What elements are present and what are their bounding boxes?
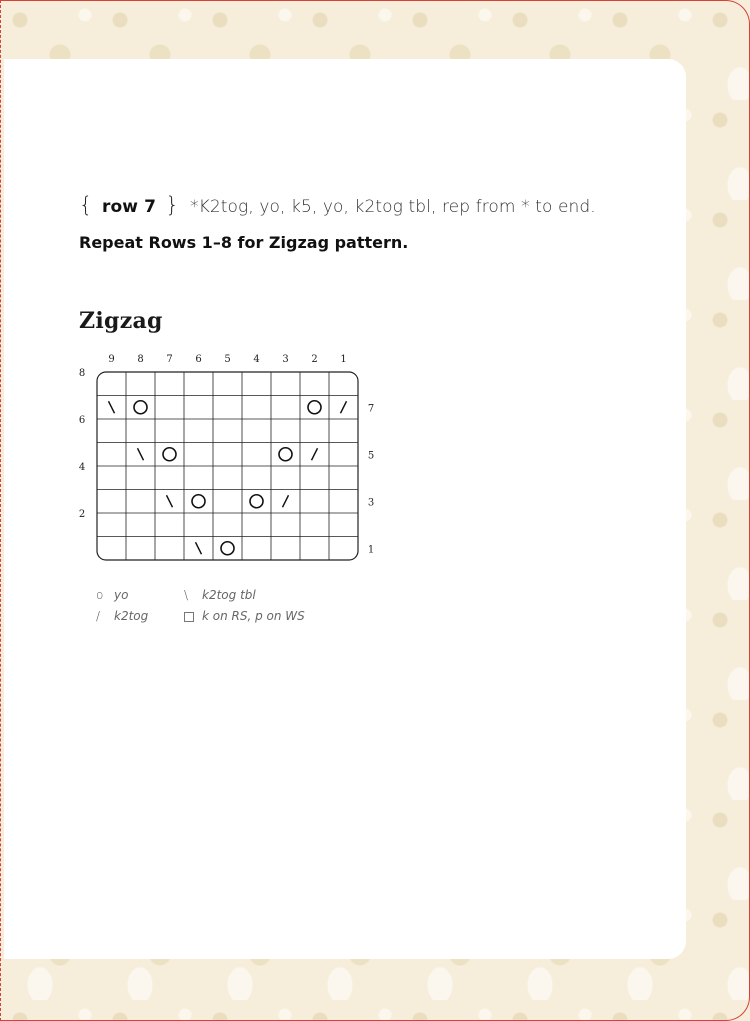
column-label: 7 [166, 354, 173, 365]
row-7-instruction [79, 193, 596, 217]
row-label-right: 1 [367, 544, 375, 556]
yo-symbol [163, 448, 176, 461]
legend-yo [96, 588, 128, 602]
k2tog-symbol [283, 495, 289, 507]
k2tog-tbl-symbol [138, 448, 144, 460]
yo-symbol [250, 495, 263, 508]
brace-close: } [165, 193, 179, 217]
column-label: 3 [282, 354, 289, 365]
row-7-text: *K2tog, yo, k5, yo, k2tog tbl, rep from * to end. [190, 197, 596, 217]
row-label-left: 8 [78, 368, 86, 379]
k2tog-icon: / [96, 609, 101, 623]
yo-symbol [308, 401, 321, 414]
column-label: 1 [340, 354, 347, 365]
legend-knit [184, 609, 305, 623]
row-label-left: 4 [78, 462, 86, 473]
row-label-left: 6 [78, 415, 86, 426]
k2tog-tbl-icon: \ [184, 588, 189, 602]
column-label: 5 [224, 354, 231, 365]
legend-yo-label: yo [114, 588, 129, 602]
row-label-left: 2 [78, 509, 86, 520]
k2tog-symbol [312, 448, 318, 460]
row-label-right: 7 [367, 403, 375, 415]
column-label: 9 [108, 354, 115, 365]
k2tog-tbl-symbol [196, 542, 202, 554]
k2tog-tbl-symbol [109, 401, 115, 413]
column-label: 4 [253, 354, 260, 365]
empty-square-icon [184, 612, 194, 622]
yo-symbol [221, 542, 234, 555]
legend-knit-label: k on RS, p on WS [202, 609, 305, 623]
k2tog-tbl-symbol [167, 495, 173, 507]
yo-symbol [134, 401, 147, 414]
k2tog-symbol [341, 401, 347, 413]
column-label: 6 [195, 354, 202, 365]
legend-k2tog-tbl-label: k2tog tbl [202, 588, 256, 602]
row-label-right: 5 [367, 450, 375, 462]
row-label: row 7 [101, 197, 156, 217]
legend-k2tog [96, 609, 148, 623]
yo-symbol [279, 448, 292, 461]
column-label: 8 [137, 354, 144, 365]
chart-grid [97, 372, 358, 560]
chart-symbols [109, 401, 347, 555]
legend-k2tog-tbl [184, 588, 256, 602]
row-labels [79, 368, 374, 555]
yo-icon: o [96, 588, 104, 602]
row-label-right: 3 [367, 497, 375, 509]
column-label: 2 [311, 354, 318, 365]
chart-title: Zigzag [79, 308, 163, 334]
brace-open: { [79, 193, 93, 217]
legend-k2tog-label: k2tog [114, 609, 149, 623]
yo-symbol [192, 495, 205, 508]
knitting-chart [70, 345, 400, 575]
repeat-instruction: Repeat Rows 1–8 for Zigzag pattern. [79, 233, 409, 252]
column-labels [108, 354, 346, 365]
